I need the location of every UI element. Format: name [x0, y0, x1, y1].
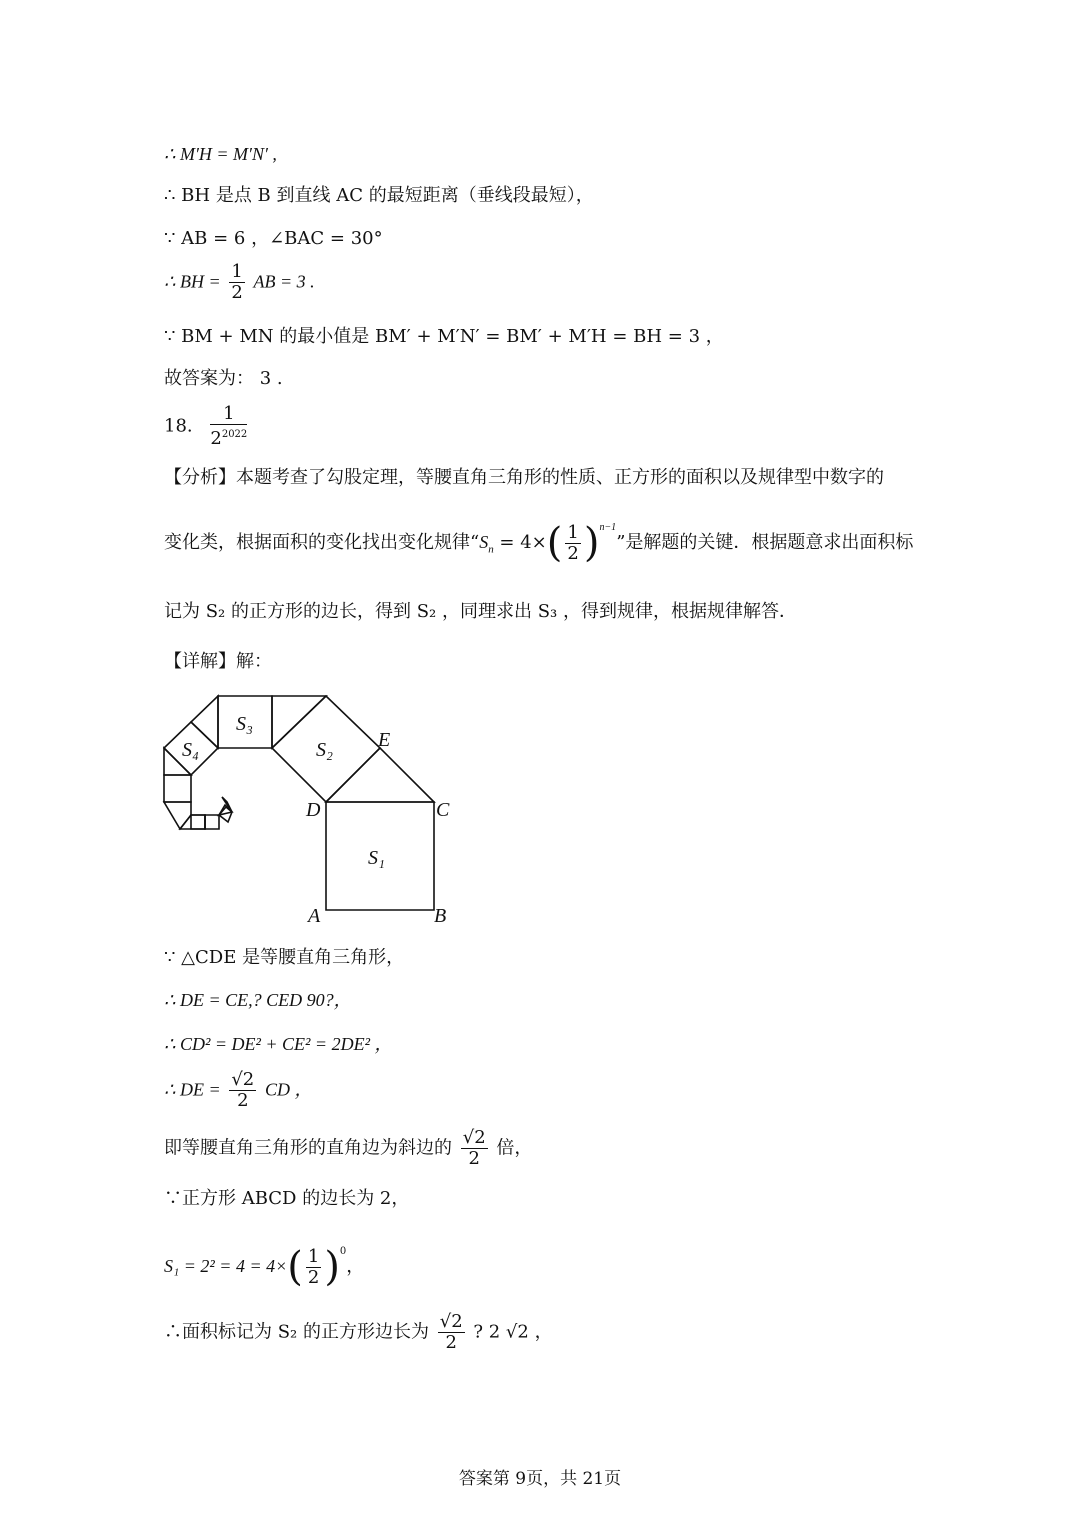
page-footer: 答案第 9页，共 21页 [458, 1469, 622, 1489]
line-min-value: ∵ BM + MN 的最小值是 BM′ + M′N′ = BM′ + M′H = BH = 3 ， [164, 326, 724, 347]
analysis-p3: 记为 S₂ 的正方形的边长，得到 S₂ ，同理求出 S₃ ，得到规律，根据规律解答． [164, 601, 797, 622]
line-bh-shortest: ∴ BH 是点 B 到直线 AC 的最短距离（垂线段最短）， [164, 185, 594, 206]
fraction-sqrt2-over-2-b: $\frac{√2}{2}$ [462, 1127, 486, 1169]
label-s1: S₁ [368, 847, 385, 869]
detail-d3: ∴ CD² = DE² + CE² = 2DE² ， [164, 1034, 393, 1054]
detail-d1: ∵ △CDE 是等腰直角三角形， [164, 947, 405, 968]
line-bh-value: ∴ BH = $\frac{1}{2}$ AB = 3 . [164, 261, 315, 303]
detail-d5: 即等腰直角三角形的直角边为斜边的 $\frac{√2}{2}$ 倍， [164, 1127, 533, 1169]
small-square-6 [205, 815, 219, 829]
detail-d4: ∴ DE = $\frac{√2}{2}$ CD ， [164, 1069, 313, 1111]
label-e: E [378, 729, 391, 751]
small-square-5 [191, 815, 205, 829]
fraction-sqrt2-over-2: $\frac{√2}{2}$ [231, 1069, 255, 1111]
triangle-cde [326, 748, 434, 802]
detail-d2: ∴ DE = CE,? CED 90?， [164, 990, 352, 1010]
label-c: C [436, 799, 450, 821]
fraction-half-b: $\frac{1}{2}$ [307, 1245, 320, 1288]
line-answer: 故答案为： 3 . [164, 368, 283, 389]
label-s4: S₄ [182, 739, 199, 761]
label-s2: S₂ [316, 739, 333, 761]
analysis-p2: 变化类，根据面积的变化找出变化规律“$S_n = 4\times$( $\frac{1}{2}$ )$^{n-1}$”是解题的关键．根据题意求出面积标 [164, 520, 914, 566]
label-b: B [434, 905, 447, 927]
question-18: 18. $\frac{1}{2^{2022}}$ [164, 403, 248, 449]
label-s3: S₃ [236, 713, 253, 735]
formula-fraction: $\frac{1}{2}$ [567, 521, 579, 564]
answer-fraction: $\frac{1}{2^{2022}}$ [210, 403, 248, 449]
squares-spiral-figure [155, 688, 455, 933]
detail-d7: S₁ = 2² = 4 = 4×( $\frac{1}{2}$ )$^0$， [164, 1244, 365, 1290]
small-square-3 [164, 802, 191, 829]
small-square-2 [164, 775, 191, 802]
fraction-half: $\frac{1}{2}$ [231, 261, 243, 303]
detail-heading: 【详解】解： [164, 651, 272, 672]
analysis-p1: 【分析】本题考查了勾股定理，等腰直角三角形的性质、正方形的面积以及规律型中数字的 [164, 467, 884, 488]
line-ab-angle: ∵ AB = 6 ，∠BAC = 30° [164, 228, 383, 249]
detail-d8: ∴面积标记为 S₂ 的正方形边长为 $\frac{√2}{2}$ ? 2 √2 ， [164, 1311, 553, 1353]
fraction-sqrt2-over-2-c: $\frac{√2}{2}$ [439, 1311, 463, 1353]
line-mh-eq-mn: ∴ M′H = M′N′ , [164, 144, 277, 164]
small-square-4 [180, 815, 205, 829]
label-a: A [308, 905, 321, 927]
detail-d6: ∵正方形 ABCD 的边长为 2， [164, 1188, 410, 1209]
label-d: D [306, 799, 321, 821]
